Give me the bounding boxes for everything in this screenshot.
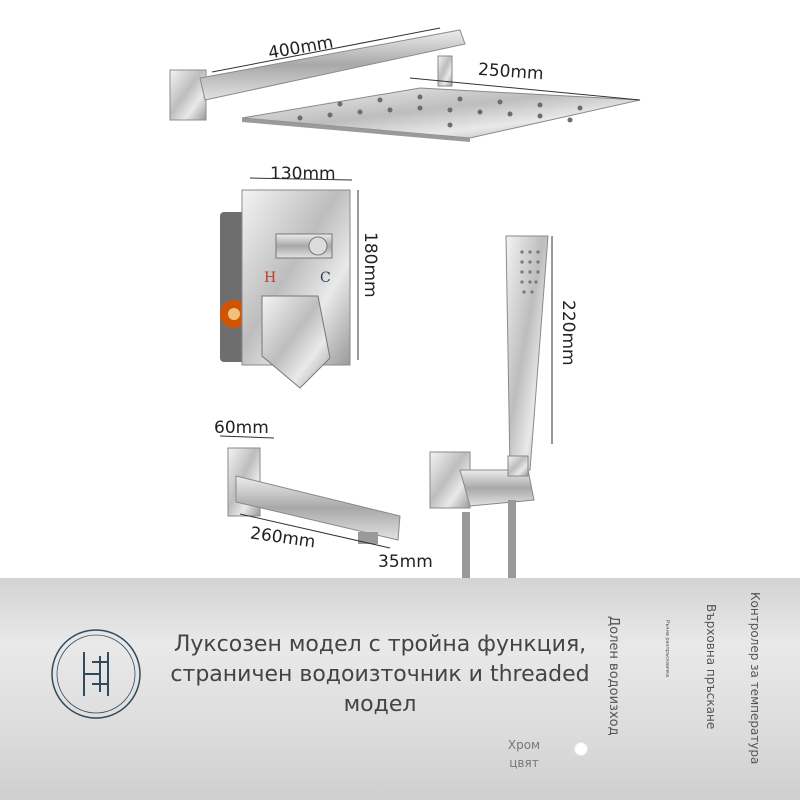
dim-hand-shower: 220mm bbox=[558, 300, 578, 366]
banner-headline: Луксозен модел с тройна функция, страничен водоизточник и threaded модел bbox=[170, 632, 590, 717]
dim-shower-arm: 400mm bbox=[266, 32, 335, 64]
side-label-bottom-outlet: Долен водоизход bbox=[606, 616, 621, 736]
brand-logo-icon bbox=[48, 626, 144, 722]
dim-spout-width: 35mm bbox=[378, 552, 433, 572]
dim-spout-depth: 60mm bbox=[214, 418, 269, 438]
dim-shower-head: 250mm bbox=[477, 59, 545, 85]
side-label-top-spray: Върховна пръскане bbox=[704, 604, 718, 730]
rain-shower-head bbox=[170, 28, 640, 142]
mixing-valve bbox=[220, 178, 358, 388]
side-label-temperature: Контролер за температура bbox=[748, 592, 762, 765]
color-label: Хром цвят bbox=[507, 738, 541, 770]
chrome-color-swatch[interactable] bbox=[574, 742, 588, 756]
tiny-label-hand-shower: Ръчна разпръсквачка bbox=[664, 620, 670, 678]
dim-valve-height: 180mm bbox=[360, 232, 380, 298]
dim-spout-length: 260mm bbox=[248, 523, 317, 553]
hand-shower bbox=[430, 236, 552, 580]
valve-hot-mark: H bbox=[264, 270, 277, 286]
dim-valve-width: 130mm bbox=[270, 164, 336, 184]
valve-cold-mark: C bbox=[320, 270, 331, 286]
